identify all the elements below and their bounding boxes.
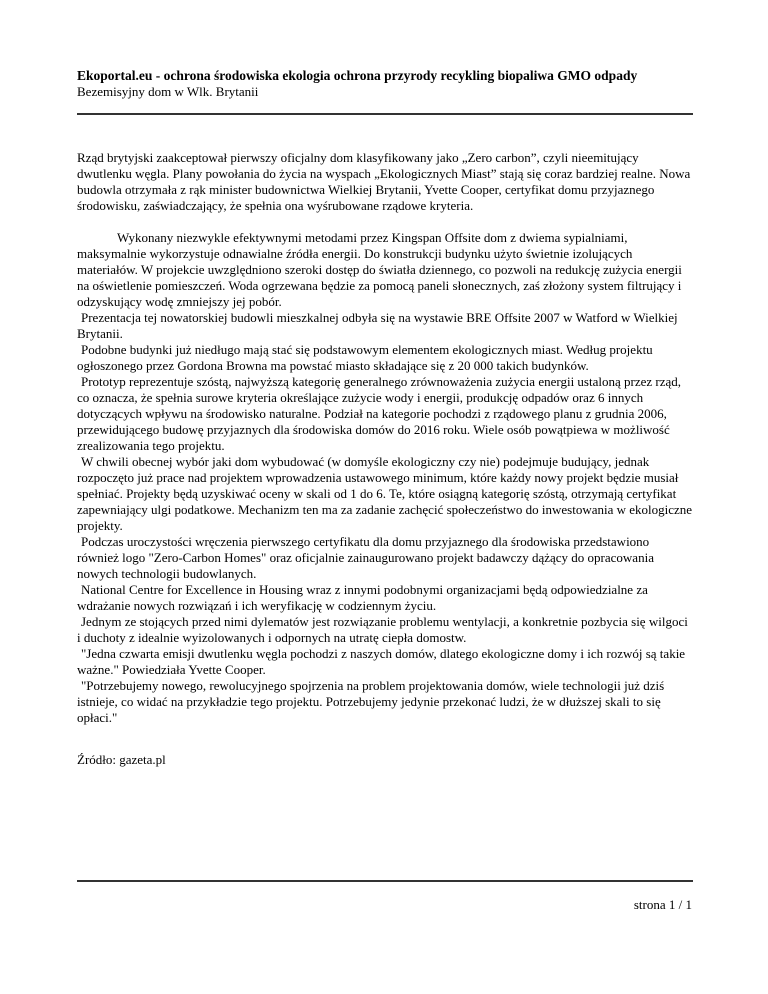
article-paragraph: Podobne budynki już niedługo mają stać się podstawowym elementem ekologicznych miast. Według projektu ogłoszonego przez Gordona Browna ma powstać miasto składające się z 20 000 takich budynków.: [77, 342, 653, 373]
article-body: [77, 150, 693, 768]
article-paragraph: W chwili obecnej wybór jaki dom wybudować (w domyśle ekologiczny czy nie) podejmuje budujący, jednak rozpoczęto już prace nad projektem wprowadzenia ustawowego minimum, które każdy nowy projekt będzie musiał spełniać. Projekty będą uzyskiwać oceny w skali od 1 do 6. Te, które osiągną kategorię szóstą, otrzymają certyfikat zapewniający ulgi podatkowe. Mechanizm ten ma za zadanie zachęcić społeczeństwo do inwestowania w ekologiczne projekty.: [77, 454, 693, 533]
site-title: Ekoportal.eu - ochrona środowiska ekologia ochrona przyrody recykling biopaliwa GMO odpady: [77, 68, 638, 83]
article-paragraph: Wykonany niezwykle efektywnymi metodami przez Kingspan Offsite dom z dwiema sypialniami, maksymalnie wykorzystuje odnawialne źródła energii. Do konstrukcji budynku użyto świetnie izolujących materiałów. W projekcie uwzględniono szeroki dostęp do światła dziennego, co pozwoli na redukcję zużycia energii na oświetlenie pomieszczeń. Woda ogrzewana będzie za pomocą paneli słonecznych, zaś złożony system filtrujący i odzyskujący wodę zmniejszy jej pobór.: [77, 230, 682, 309]
article-lead: Rząd brytyjski zaakceptował pierwszy oficjalny dom klasyfikowany jako „Zero carbon”, czyli nieemitujący dwutlenku węgla. Plany powołania do życia na wyspach „Ekologicznych Miast” stają się coraz bardziej realne. Nowa budowla otrzymała z rąk minister budownictwa Wielkiej Brytanii, Yvette Cooper, certyfikat domu przyjaznego środowisku, zaświadczający, że spełnia ona wyśrubowane rządowe kryteria.: [77, 150, 691, 213]
article-title: Bezemisyjny dom w Wlk. Brytanii: [77, 84, 259, 99]
page-number: strona 1 / 1: [633, 897, 692, 912]
article-source: Źródło: gazeta.pl: [77, 752, 166, 767]
article-paragraph: "Jedna czwarta emisji dwutlenku węgla pochodzi z naszych domów, dlatego ekologiczne domy i ich rozwój są takie ważne." Powiedziała Yvette Cooper.: [77, 646, 686, 677]
article-paragraph: Jednym ze stojących przed nimi dylematów jest rozwiązanie problemu wentylacji, a konkretnie pozbycia się wilgoci i duchoty z idealnie wyizolowanych i odpornych na utratę ciepła domostw.: [77, 614, 688, 645]
footer-divider: [77, 880, 693, 882]
header-divider: [77, 113, 693, 115]
article-paragraph: Podczas uroczystości wręczenia pierwszego certyfikatu dla domu przyjaznego dla środowiska przedstawiono również logo "Zero-Carbon Homes" oraz oficjalnie zainaugurowano projekt badawczy dążący do opracowania nowych technologii budowlanych.: [77, 534, 654, 581]
article-paragraph: Prezentacja tej nowatorskiej budowli mieszkalnej odbyła się na wystawie BRE Offsite 2007 w Watford w Wielkiej Brytanii.: [77, 310, 678, 341]
article-paragraph: "Potrzebujemy nowego, rewolucyjnego spojrzenia na problem projektowania domów, wiele technologii już dziś istnieje, co widać na przykładzie tego projektu. Potrzebujemy jedynie przekonać ludzi, że w dłuższej skali to się opłaci.": [77, 678, 665, 725]
article-paragraph: Prototyp reprezentuje szóstą, najwyższą kategorię generalnego zrównoważenia zużycia energii ustaloną przez rząd, co oznacza, że spełnia surowe kryteria określające zużycie wody i energii, produkcję odpadów oraz 6 innych dotyczących wpływu na środowisko naturalne. Podział na kategorie pochodzi z rządowego planu z grudnia 2006, przewidującego budowę przyjaznych dla środowiska domów do 2016 roku. Wiele osób powątpiewa w możliwość zrealizowania tego projektu.: [77, 374, 682, 453]
page-header: [77, 67, 693, 100]
article-paragraph: National Centre for Excellence in Housing wraz z innymi podobnymi organizacjami będą odpowiedzialne za wdrażanie nowych rozwiązań i ich weryfikację w codziennym życiu.: [77, 582, 648, 613]
